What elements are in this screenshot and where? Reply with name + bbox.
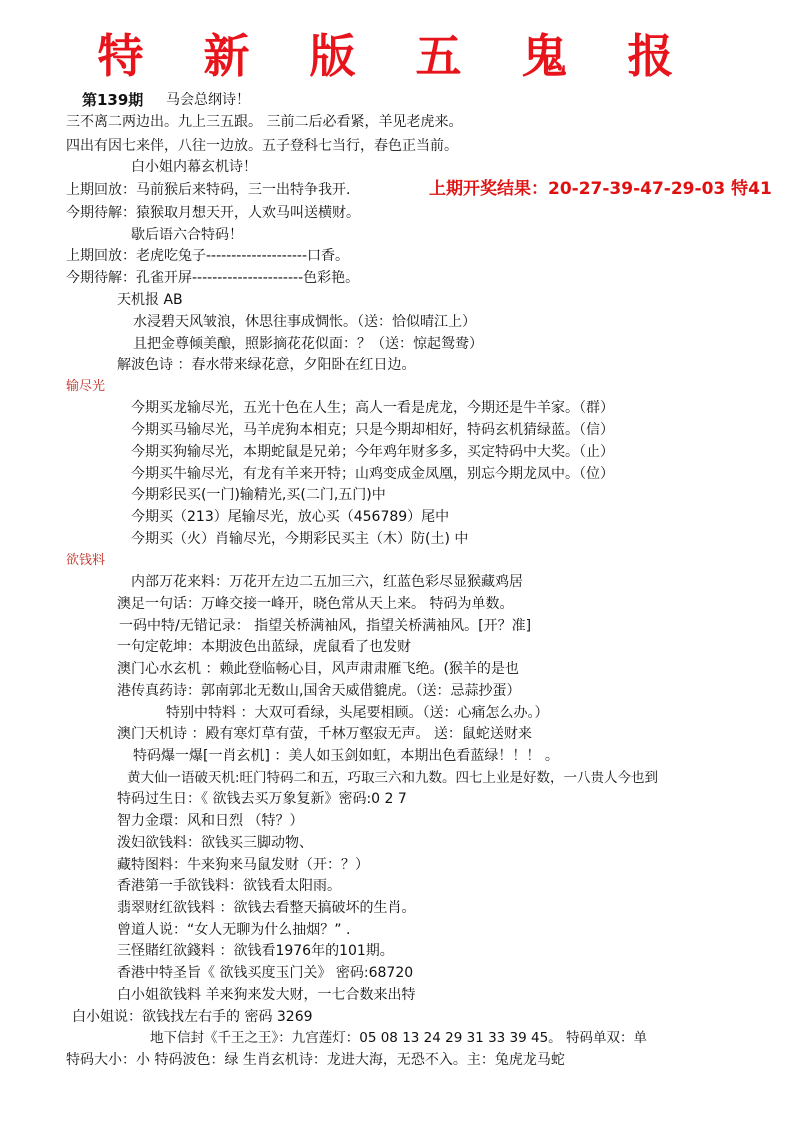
text-line: 地下信封《千王之王》：九宫莲灯：05 08 13 24 29 31 33 39 45。 特码单双：单 xyxy=(150,1030,647,1046)
text-line: 三不离二两边出。九上三五跟。 三前二后必看紧，羊见老虎来。 xyxy=(66,114,463,130)
text-line: 四出有因七来伴，八往一边放。五子登科七当行，春色正当前。 xyxy=(66,138,458,154)
text-line: 特码大小：小 特码波色：绿 生肖玄机诗：龙进大海，无恐不入。主：兔虎龙马蛇 xyxy=(66,1052,565,1068)
text-line: 一句定乾坤：本期波色出蓝绿，虎鼠看了也发财 xyxy=(117,639,411,655)
text-line: 今期买（213）尾输尽光，放心买（456789）尾中 xyxy=(131,509,450,525)
text-line: 今期买（火）肖输尽光，今期彩民买主（木）防(土) 中 xyxy=(131,531,469,547)
text-line: 澳足一句话：万峰交接一峰开，晓色常从天上来。 特码为单数。 xyxy=(117,596,514,612)
text-line: 且把金尊倾美酿，照影摘花花似面：？（送：惊起鸳鸯） xyxy=(133,336,483,352)
text-line: 一码中特/无错记录： 指望关桥满袖风，指望关桥满袖风。[开？准] xyxy=(119,618,532,634)
section-heading: 输尽光 xyxy=(66,379,106,394)
page-title: 特 新 版 五 鬼 报 xyxy=(97,29,696,83)
text-line: 今期待解：猿猴取月想天开，人欢马叫送横财。 xyxy=(66,205,360,221)
text-line: 今期买牛输尽光，有龙有羊来开特；山鸡变成金凤凰，别忘今期龙凤中。（位） xyxy=(131,466,614,482)
text-line: 内部万花来料：万花开左边二五加三六，红蓝色彩尽显猴藏鸡居 xyxy=(131,574,523,590)
text-line: 藏特图料：牛来狗来马鼠发财（开：？） xyxy=(117,857,369,873)
text-line: 上期回放：老虎吃兔子--------------------口香。 xyxy=(66,248,350,264)
text-line: 黄大仙一语破天机:旺门特码二和五，巧取三六和九数。四七上业是好数，一八贵人今也到 xyxy=(127,770,659,786)
text-line: 澳门天机诗 ：殿有寒灯草有萤，千林万壑寂无声。 送：鼠蛇送财来 xyxy=(117,726,532,742)
text-line: 今期买龙输尽光，五光十色在人生；高人一看是虎龙，今期还是牛羊家。（群） xyxy=(131,400,614,416)
text-line: 歇后语六合特码！ xyxy=(131,227,243,243)
text-line: 今期彩民买(一门)输精光,买(二门,五门)中 xyxy=(131,487,386,503)
text-line: 白小姐欲钱料 羊来狗来发大财，一七合数来出特 xyxy=(117,987,416,1003)
text-line: 曾道人说：“女人无聊为什么抽烟？” . xyxy=(117,922,351,938)
text-line: 水浸碧天风皱浪，休思往事成惆怅。（送：恰似晴江上） xyxy=(133,314,476,330)
text-line: 特码爆一爆[一肖玄机] ：美人如玉剑如虹，本期出色看蓝绿！！！ 。 xyxy=(133,748,559,764)
text-line: 马会总纲诗！ xyxy=(166,92,250,108)
text-line: 香港中特圣旨《 欲钱买度玉门关》 密码:68720 xyxy=(117,965,414,981)
text-line: 港传真药诗：郭南郭北无数山,国舍天威借貔虎。（送：忌蒜抄蛋） xyxy=(117,683,521,699)
text-line: 特别中特料 ：大双可看绿，头尾要相顾。（送：心痛怎么办。） xyxy=(166,705,549,721)
text-line: 智力金環：风和日烈 （特？） xyxy=(117,813,304,829)
text-line: 泼妇欲钱料：欲钱买三脚动物、 xyxy=(117,835,313,851)
issue-number: 第139期 xyxy=(82,91,144,109)
text-line: 白小姐说：欲钱找左右手的 密码 3269 xyxy=(72,1009,313,1025)
section-heading: 欲钱料 xyxy=(66,553,106,568)
text-line: 三怪賭红欲錢料 ：欲钱看1976年的101期。 xyxy=(117,943,394,959)
text-line: 解波色诗 ：春水带来绿花意，夕阳卧在红日边。 xyxy=(117,357,416,373)
text-line: 今期买马输尽光，马羊虎狗本相克；只是今期却相好，特码玄机猜绿蓝。（信） xyxy=(131,422,614,438)
text-line: 翡翠财红欲钱料 ：欲钱去看整天搞破坏的生肖。 xyxy=(117,900,416,916)
text-line: 今期买狗输尽光，本期蛇鼠是兄弟；今年鸡年财多多，买定特码中大奖。（止） xyxy=(131,444,614,460)
text-line: 特码过生日：《 欲钱去买万象复新》密码:0 2 7 xyxy=(117,791,407,807)
text-line: 天机报 AB xyxy=(117,292,183,308)
text-line: 上期回放：马前猴后来特码，三一出特争我开. xyxy=(66,182,351,198)
text-line: 香港第一手欲钱料：欲钱看太阳雨。 xyxy=(117,878,341,894)
text-line: 白小姐内幕玄机诗！ xyxy=(131,159,257,175)
draw-result: 上期开奖结果：20-27-39-47-29-03 特41 xyxy=(429,179,772,199)
text-line: 今期待解：孔雀开屏----------------------色彩艳。 xyxy=(66,270,360,286)
text-line: 澳门心水玄机 ：赖此登临畅心目，风声肃肃雁飞绝。(猴羊的是也 xyxy=(117,661,519,677)
